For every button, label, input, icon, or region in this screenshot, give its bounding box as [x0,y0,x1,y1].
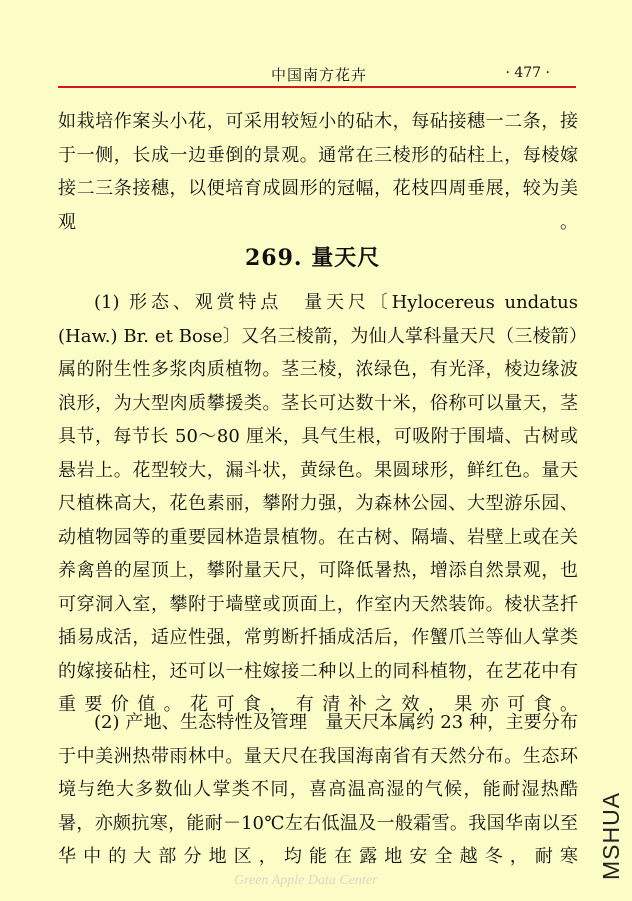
page-number: · 477 · [505,65,550,81]
page-header [58,62,574,84]
paragraph-3 [58,706,578,874]
paragraph-3-text: (2) 产地、生态特性及管理 量天尺本属约 23 种，主要分布于中美洲热带雨林中。量天尺在我国海南省有天然分布。生态环境与绝大多数仙人掌类不同，喜高温高湿的气候，能耐湿热酷暑，亦颇抗寒，能耐－10℃左右低温及一般霜雪。我国华南以至华中的大部分地区，均能在露地安全越冬，耐寒 [58,712,578,867]
paragraph-1: 如栽培作案头小花，可采用较短小的砧木，每砧接穗一二条，接于一侧，长成一边垂倒的景观。通常在三棱形的砧柱上，每棱嫁接二三条接穗，以便培育成圆形的冠幅，花枝四周垂展，较为美观。 [58,111,578,233]
header-rule [58,86,576,88]
paragraph-2 [58,286,578,722]
side-watermark: MSHUA [598,791,624,880]
paragraph-2-text: (1) 形态、观赏特点 量天尺〔Hylocereus undatus (Haw.) Br. et Bose〕又名三棱箭，为仙人掌科量天尺（三棱箭）属的附生性多浆肉质植物。茎三棱，浓绿色，有光泽，棱边缘波浪形，为大型肉质攀援类。茎长可达数十米，俗称可以量天，茎具节，每节长 50～80 厘米，具气生根，可吸附于围墙、古树或悬岩上。花型较大，漏斗状，黄绿色。果圆球形，鲜红色。量天尺植株高大，花色素丽，攀附力强，为森林公园、大型游乐园、动植物园等的重要园林造景植物。在古树、隔墙、岩壁上或在关养禽兽的屋顶上，攀附量天尺，可降低暑热，增添自然景观，也可穿洞入室，攀附于墙壁或顶面上，作室内天然装饰。棱状茎扦插易成活，适应性强，常剪断扦插成活后，作蟹爪兰等仙人掌类的嫁接砧柱，还可以一柱嫁接二种以上的同科植物，在艺花中有重要价值。花可食，有清补之效，果亦可食。 [58,292,578,715]
section-title: 269. 量天尺 [245,245,381,271]
bottom-watermark: Green Apple Data Center [234,873,378,888]
running-title: 中国南方花卉 [271,66,368,84]
